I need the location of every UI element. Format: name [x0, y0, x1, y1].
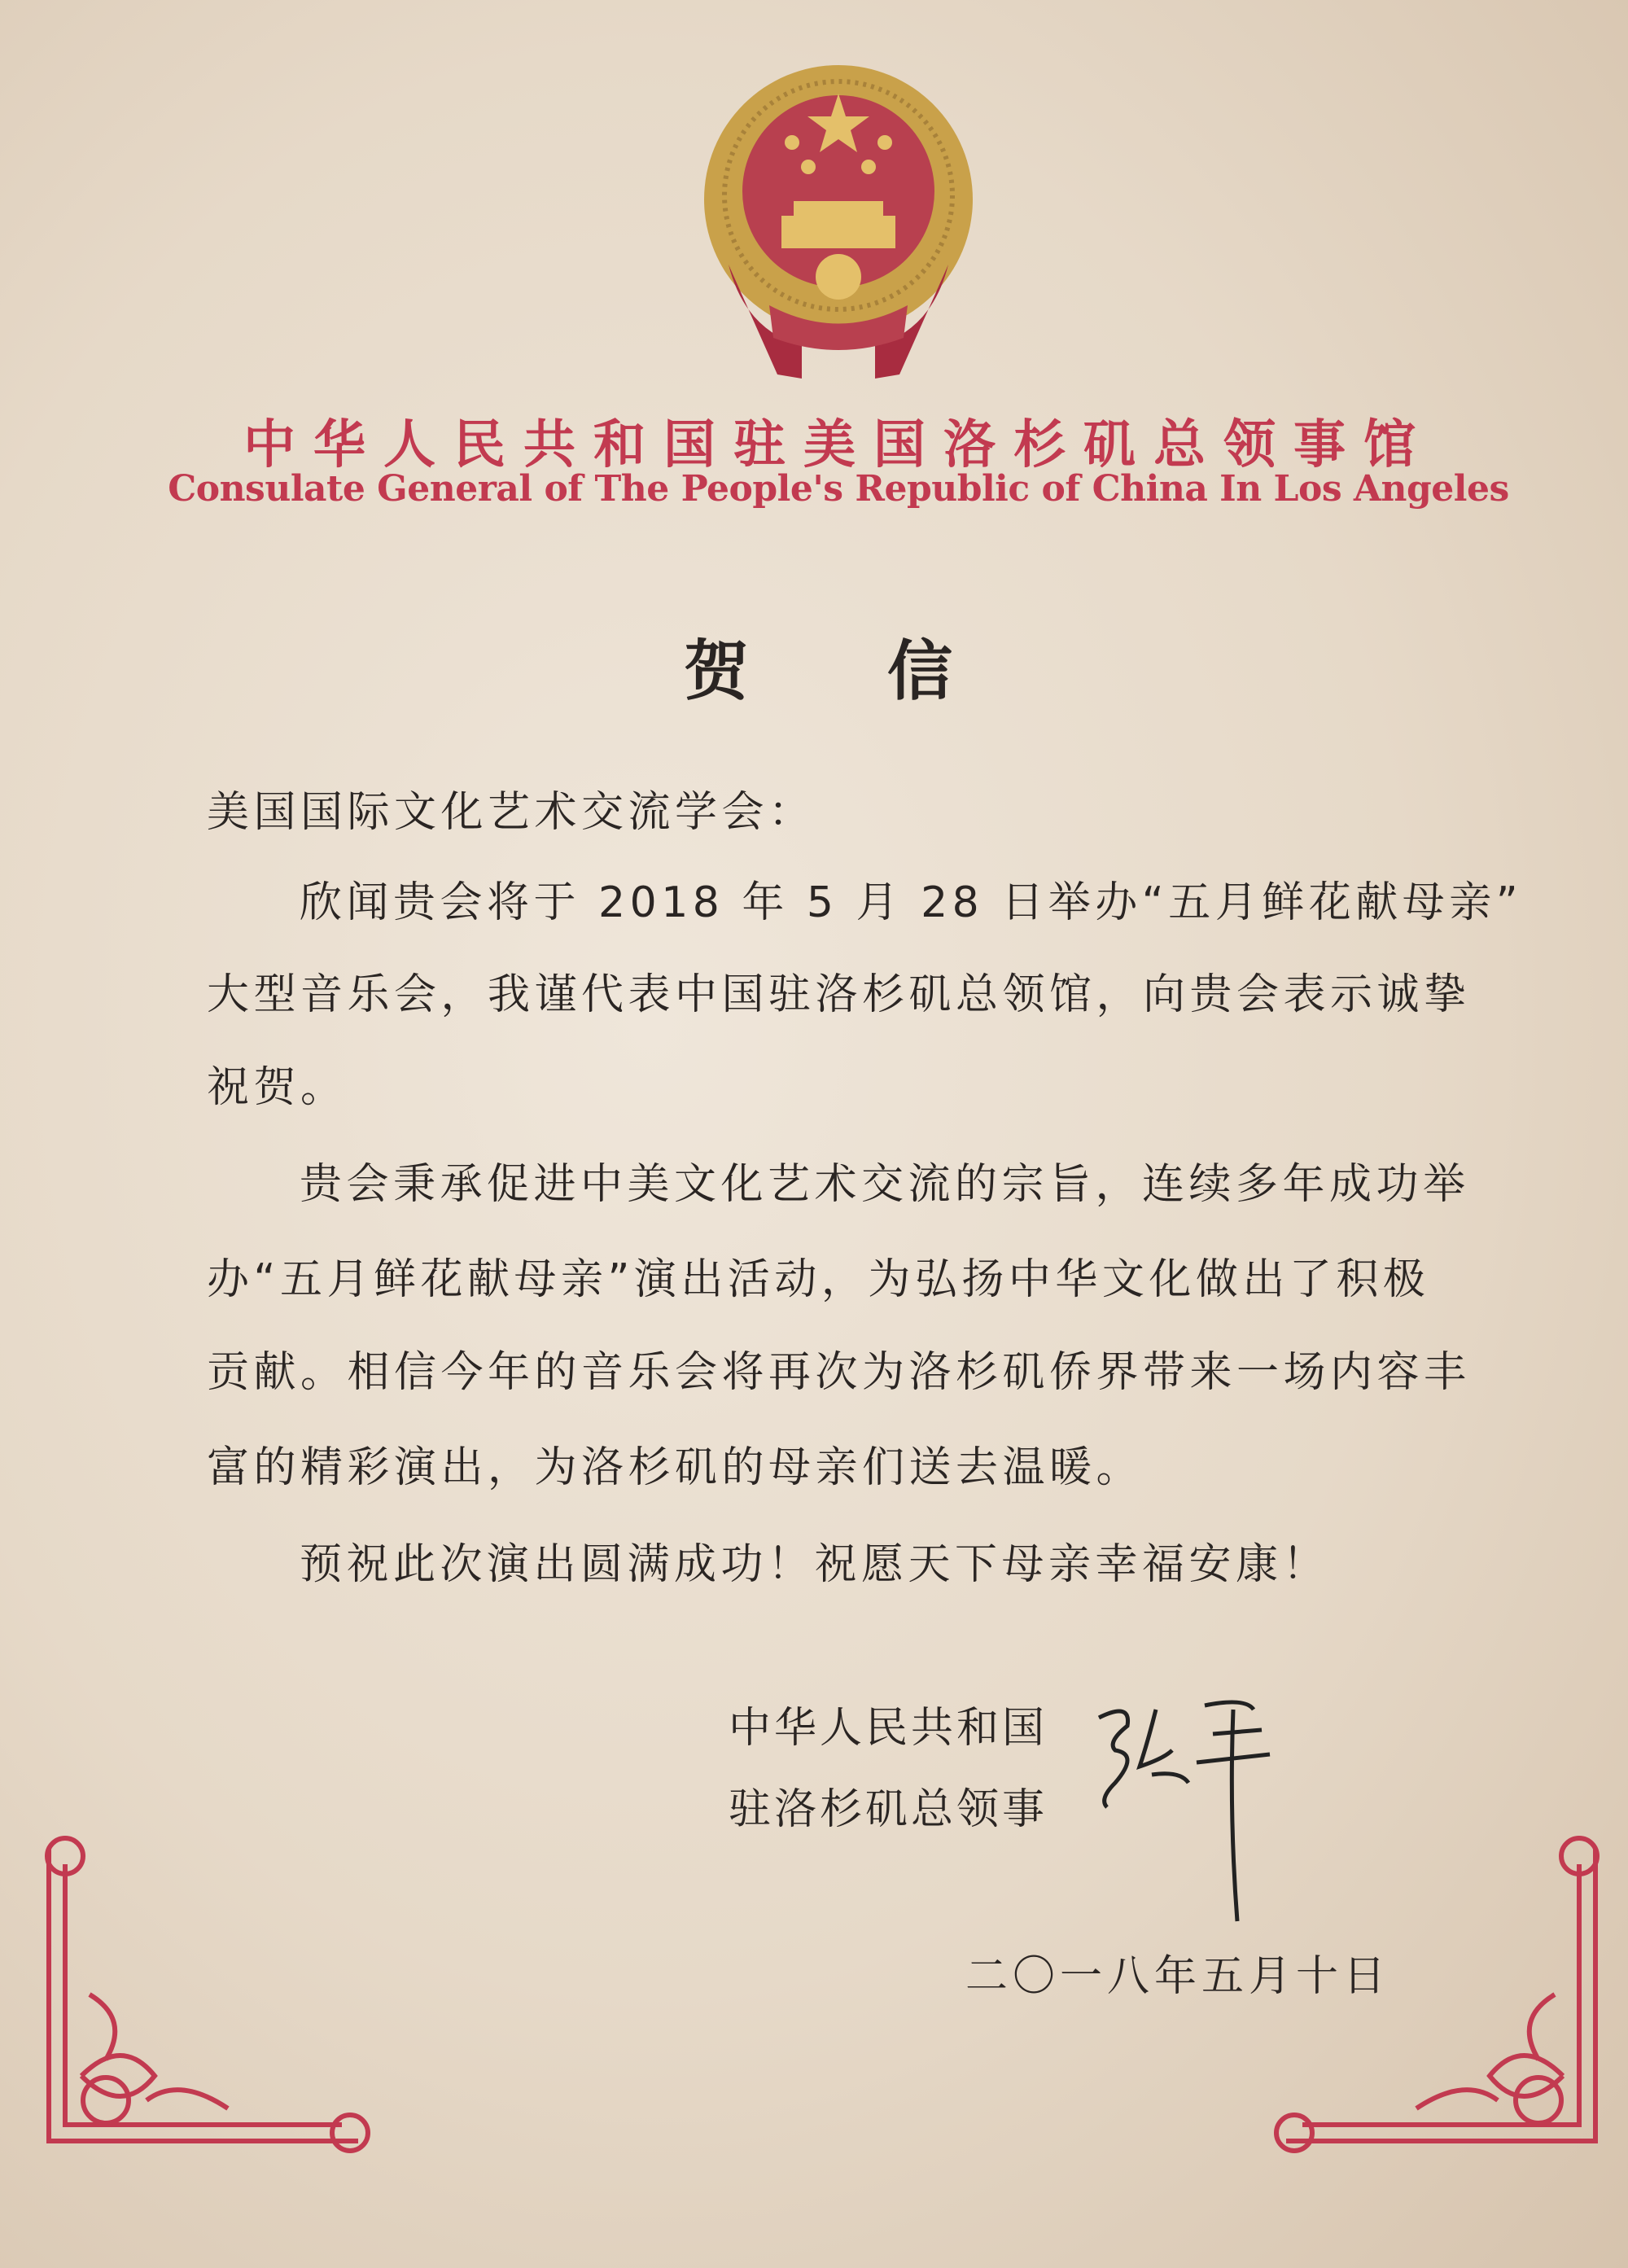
- body-line: 祝贺。: [207, 1063, 348, 1112]
- letter-title: 贺信: [684, 633, 1091, 709]
- handwritten-signature: [1083, 1693, 1294, 1929]
- consulate-name-chinese: 中华人民共和国驻美国洛杉矶总领事馆: [243, 415, 1433, 475]
- signer-title-line2: 驻洛杉矶总领事: [729, 1785, 1048, 1834]
- salutation: 美国国际文化艺术交流学会：: [207, 788, 816, 837]
- body-line: 预祝此次演出圆满成功！祝愿天下母亲幸福安康！: [300, 1540, 1330, 1589]
- body-line: 办“五月鲜花献母亲”演出活动，为弘扬中华文化做出了积极: [207, 1255, 1430, 1304]
- body-line: 富的精彩演出，为洛杉矶的母亲们送去温暖。: [207, 1443, 1144, 1492]
- body-line: 贵会秉承促进中美文化艺术交流的宗旨，连续多年成功举: [300, 1160, 1470, 1209]
- signer-title-line1: 中华人民共和国: [729, 1704, 1048, 1753]
- decorative-corner-ornament: [16, 1832, 374, 2190]
- national-emblem: [696, 61, 981, 379]
- decorative-corner-ornament: [1270, 1832, 1628, 2190]
- body-line: 欣闻贵会将于 2018 年 5 月 28 日举办“五月鲜花献母亲”: [300, 878, 1523, 927]
- letter-date: 二〇一八年五月十日: [965, 1952, 1391, 2001]
- body-line: 贡献。相信今年的音乐会将再次为洛杉矶侨界带来一场内容丰: [207, 1348, 1471, 1397]
- body-line: 大型音乐会，我谨代表中国驻洛杉矶总领馆，向贵会表示诚挚: [207, 970, 1471, 1019]
- consulate-name-english: Consulate General of The People's Republic of China In Los Angeles: [168, 468, 1509, 510]
